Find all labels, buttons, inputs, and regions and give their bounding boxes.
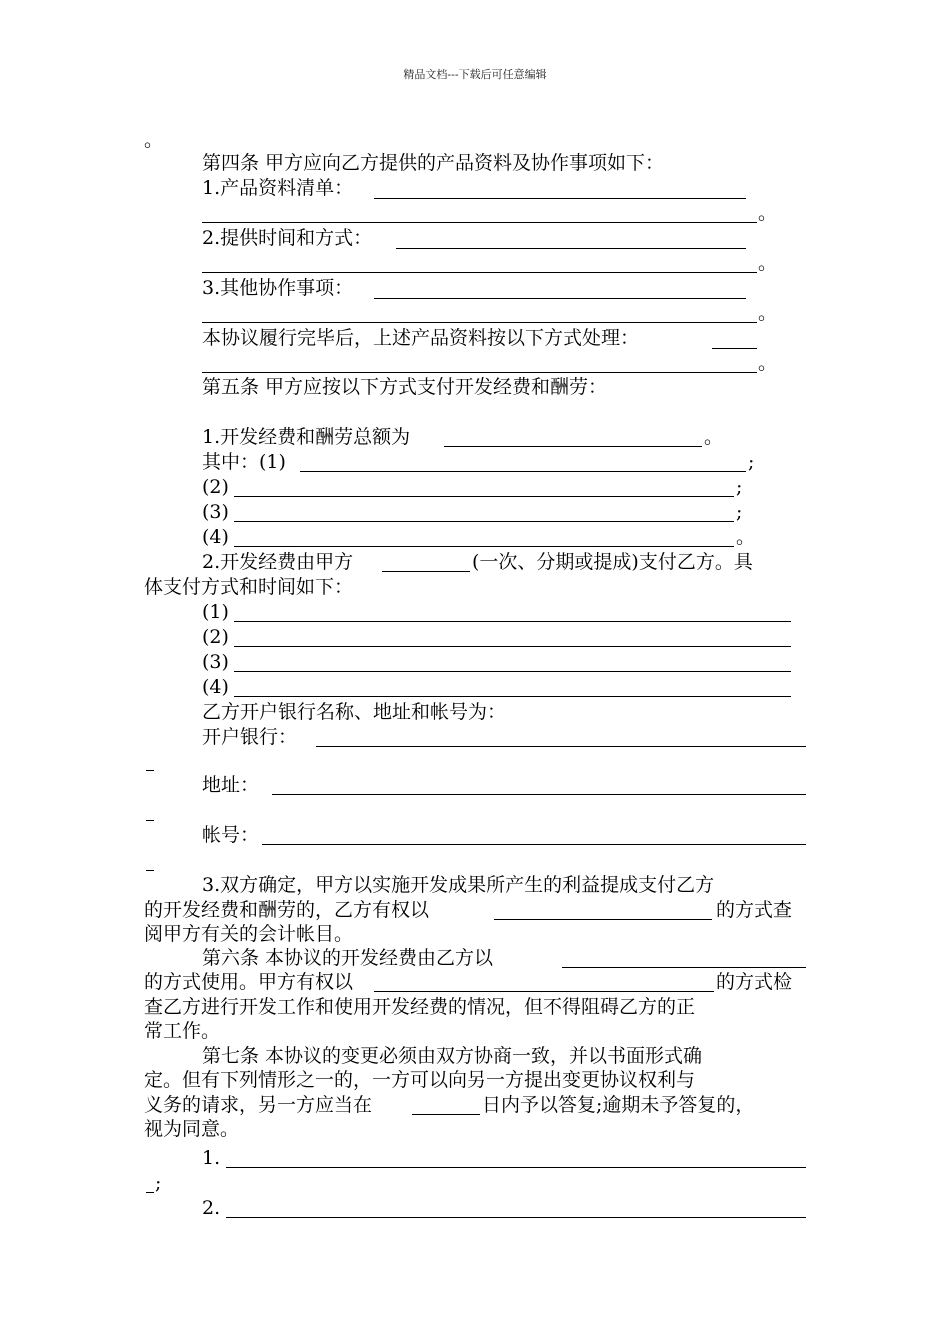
text-line: ; — [736, 501, 743, 523]
fill-blank — [202, 372, 757, 373]
text-line: (4) — [202, 526, 229, 548]
text-line: ; — [155, 1172, 162, 1194]
text-line: 义务的请求，另一方应当在 — [144, 1094, 373, 1116]
text-line: 地址： — [202, 774, 260, 796]
text-line: 。 — [758, 252, 778, 274]
text-line: 体支付方式和时间如下： — [144, 576, 354, 598]
fill-blank — [234, 621, 791, 622]
text-line: 1.开发经费和酬劳总额为 — [202, 426, 411, 448]
fill-blank — [300, 471, 746, 472]
text-line: 2.开发经费由甲方 — [202, 551, 354, 573]
fill-blank — [234, 496, 734, 497]
text-line: 3.双方确定，甲方以实施开发成果所产生的利益提成支付乙方 — [202, 874, 715, 896]
text-line: (4) — [202, 676, 229, 698]
fill-blank — [146, 770, 154, 771]
text-line: 视为同意。 — [144, 1118, 240, 1140]
page-header: 精品文档---下载后可任意编辑 — [403, 68, 547, 81]
fill-blank — [412, 1114, 480, 1115]
fill-blank — [234, 546, 734, 547]
fill-blank — [234, 646, 791, 647]
text-line: 。 — [144, 129, 164, 151]
text-line: 1. — [202, 1147, 221, 1169]
fill-blank — [262, 844, 806, 845]
fill-blank — [202, 322, 757, 323]
text-line: ; — [748, 451, 755, 473]
article-5-heading: 第五条 甲方应按以下方式支付开发经费和酬劳： — [202, 376, 608, 398]
text-line: 其中：(1) — [202, 451, 286, 473]
fill-blank — [234, 696, 791, 697]
article-6-heading: 第六条 本协议的开发经费由乙方以 — [202, 947, 494, 969]
article-4-heading: 第四条 甲方应向乙方提供的产品资料及协作事项如下： — [202, 152, 665, 174]
fill-blank — [562, 967, 806, 968]
text-line: 日内予以答复;逾期未予答复的， — [482, 1094, 755, 1116]
text-line: 定。但有下列情形之一的，一方可以向另一方提出变更协议权利与 — [144, 1069, 696, 1091]
fill-blank — [712, 348, 757, 349]
text-line: 查乙方进行开发工作和使用开发经费的情况，但不得阻碍乙方的正 — [144, 996, 696, 1018]
text-line: (3) — [202, 501, 229, 523]
text-line: 。 — [758, 352, 778, 374]
fill-blank — [494, 919, 712, 920]
fill-blank — [444, 446, 702, 447]
text-line: 帐号： — [202, 824, 260, 846]
text-line: 的方式检 — [716, 971, 793, 993]
text-line: 。 — [758, 302, 778, 324]
text-line: 乙方开户银行名称、地址和帐号为： — [202, 701, 507, 723]
text-line: 2. — [202, 1197, 221, 1219]
text-line: 2.提供时间和方式： — [202, 227, 373, 249]
fill-blank — [146, 1192, 154, 1193]
fill-blank — [272, 794, 806, 795]
text-line: 开户银行： — [202, 726, 298, 748]
fill-blank — [374, 991, 714, 992]
text-line: 的方式使用。甲方有权以 — [144, 971, 354, 993]
text-line: 。 — [758, 202, 778, 224]
text-line: ; — [736, 476, 743, 498]
fill-blank — [202, 272, 757, 273]
fill-blank — [234, 521, 734, 522]
text-line: (1) — [202, 601, 229, 623]
text-line: 的方式查 — [716, 899, 793, 921]
text-line: 阅甲方有关的会计帐目。 — [144, 923, 354, 945]
text-line: 。 — [704, 426, 724, 448]
fill-blank — [226, 1167, 806, 1168]
text-line: 本协议履行完毕后，上述产品资料按以下方式处理： — [202, 327, 640, 349]
fill-blank — [202, 222, 757, 223]
fill-blank — [146, 870, 154, 871]
fill-blank — [146, 820, 154, 821]
text-line: 常工作。 — [144, 1020, 221, 1042]
text-line: (2) — [202, 626, 229, 648]
text-line: 。 — [736, 526, 756, 548]
fill-blank — [396, 248, 746, 249]
text-line: 的开发经费和酬劳的，乙方有权以 — [144, 899, 430, 921]
text-line: (一次、分期或提成)支付乙方。具 — [472, 551, 753, 573]
text-line: 3.其他协作事项： — [202, 277, 354, 299]
fill-blank — [226, 1217, 806, 1218]
fill-blank — [234, 671, 791, 672]
text-line: (2) — [202, 476, 229, 498]
text-line: (3) — [202, 651, 229, 673]
article-7-heading: 第七条 本协议的变更必须由双方协商一致，并以书面形式确 — [202, 1045, 703, 1067]
fill-blank — [374, 198, 746, 199]
fill-blank — [374, 298, 746, 299]
fill-blank — [316, 746, 806, 747]
fill-blank — [382, 571, 470, 572]
text-line: 1.产品资料清单： — [202, 177, 354, 199]
